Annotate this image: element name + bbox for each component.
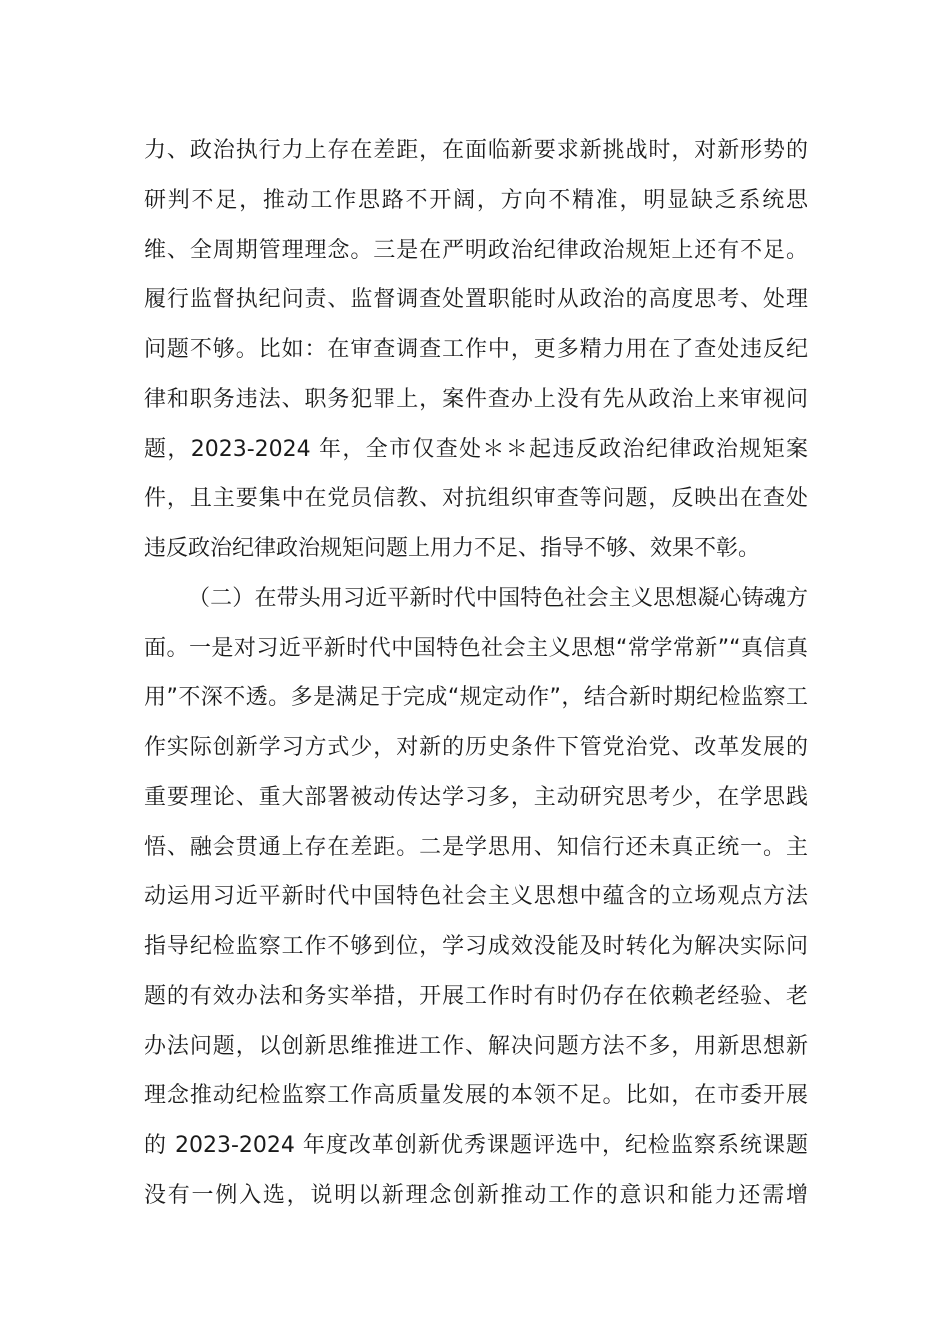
text-line: 件，且主要集中在党员信教、对抗组织审查等问题，反映出在查处	[144, 486, 808, 512]
text-line: 办法问题，以创新思维推进工作、解决问题方法不多，用新思想新	[144, 1033, 808, 1059]
paragraph-end-line: 违反政治纪律政治规矩问题上用力不足、指导不够、效果不彰。	[144, 536, 761, 561]
text-line: 的 2023-2024 年度改革创新优秀课题评选中，纪检监察系统课题	[144, 1133, 808, 1158]
text-line: 题，2023-2024 年，全市仅查处＊＊起违反政治纪律政治规矩案	[144, 436, 808, 462]
text-line: 面。一是对习近平新时代中国特色社会主义思想“常学常新”“真信真	[144, 635, 808, 661]
text-line: 重要理论、重大部署被动传达学习多，主动研究思考少，在学思践	[144, 784, 808, 810]
text-line: 问题不够。比如：在审查调查工作中，更多精力用在了查处违反纪	[144, 337, 808, 362]
text-line: 律和职务违法、职务犯罪上，案件查办上没有先从政治上来审视问	[144, 386, 808, 412]
text-line: 研判不足，推动工作思路不开阔，方向不精准，明显缺乏系统思	[144, 187, 808, 213]
section-heading-line: （二）在带头用习近平新时代中国特色社会主义思想凝心铸魂方	[188, 585, 808, 611]
text-line: 理念推动纪检监察工作高质量发展的本领不足。比如，在市委开展	[144, 1083, 808, 1109]
text-line: 履行监督执纪问责、监督调查处置职能时从政治的高度思考、处理	[144, 287, 808, 313]
text-line: 力、政治执行力上存在差距，在面临新要求新挑战时，对新形势的	[144, 138, 808, 163]
body-text	[144, 126, 808, 1221]
text-line: 维、全周期管理理念。三是在严明政治纪律政治规矩上还有不足。	[144, 237, 808, 263]
text-line: 没有一例入选，说明以新理念创新推动工作的意识和能力还需增	[144, 1182, 808, 1208]
text-line: 题的有效办法和务实举措，开展工作时有时仍存在依赖老经验、老	[144, 983, 808, 1009]
text-line: 悟、融会贯通上存在差距。二是学思用、知信行还未真正统一。主	[144, 834, 808, 860]
text-line: 作实际创新学习方式少，对新的历史条件下管党治党、改革发展的	[144, 735, 808, 760]
text-line: 动运用习近平新时代中国特色社会主义思想中蕴含的立场观点方法	[144, 884, 808, 910]
text-line: 指导纪检监察工作不够到位，学习成效没能及时转化为解决实际问	[144, 934, 808, 959]
text-line: 用”不深不透。多是满足于完成“规定动作”，结合新时期纪检监察工	[144, 685, 808, 711]
